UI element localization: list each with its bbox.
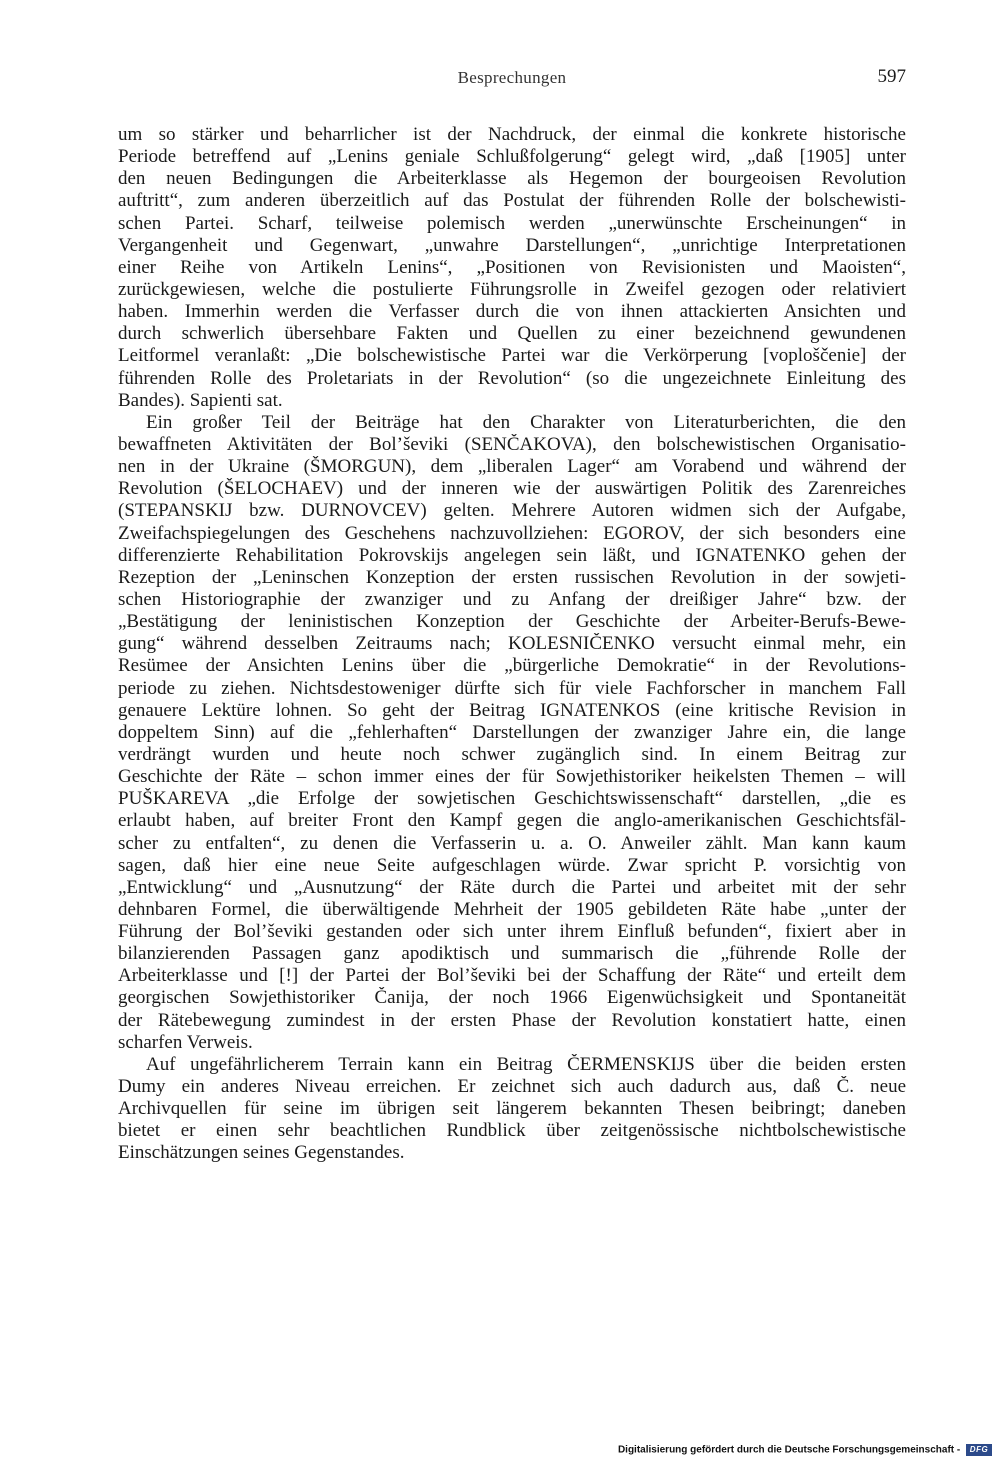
text-line: differenzierte Rehabilitation Pokrovskijs angelegen sein läßt, und IGNATENKO gehen der: [118, 544, 906, 566]
text-line: bilanzierenden Passagen ganz apodiktisch und summarisch die „führende Rolle der: [118, 943, 906, 965]
text-line: Periode betreffend auf „Lenins geniale Schlußfolgerung“ gelegt wird, „daß [1905] unter: [118, 146, 906, 168]
text-line: PUŠKAREVA „die Erfolge der sowjetischen Geschichtswissenschaft“ darstellen, „die es: [118, 788, 906, 810]
text-line: Dumy ein anderes Niveau erreichen. Er zeichnet sich auch dadurch aus, daß Č. neue: [118, 1076, 906, 1098]
paragraph: [118, 412, 906, 1054]
text-line: schen Partei. Scharf, teilweise polemisch werden „unerwünschte Erscheinungen“ in: [118, 212, 906, 234]
text-line: nen in der Ukraine (ŠMORGUN), dem „liberalen Lager“ am Vorabend und während der: [118, 456, 906, 478]
text-line: (STEPANSKIJ bzw. DURNOVCEV) gelten. Mehrere Autoren widmen sich der Aufgabe,: [118, 500, 906, 522]
text-line: Führung der Bol’ševiki gestanden oder sich unter ihrem Einfluß befunden“, fixiert aber in: [118, 921, 906, 943]
footer-text: Digitalisierung gefördert durch die Deutsche Forschungsgemeinschaft -: [617, 1444, 961, 1456]
text-line: Archivquellen für seine im übrigen seit längerem bekannten Thesen beibringt; daneben: [118, 1098, 906, 1120]
text-line: Arbeiterklasse und [!] der Partei der Bol’ševiki bei der Schaffung der Räte“ und erteilt dem: [118, 965, 906, 987]
text-line: zurückgewiesen, welche die postulierte Führungsrolle in Zweifel gezogen oder relativiert: [118, 278, 906, 300]
text-line: periode zu ziehen. Nichtsdestoweniger dürfte sich für viele Fachforscher in manchem Fall: [118, 677, 906, 699]
text-line: Geschichte der Räte – schon immer eines der für Sowjethistoriker heikelsten Themen – will: [118, 766, 906, 788]
text-line: Rezeption der „Leninschen Konzeption der ersten russischen Revolution in der sowjeti-: [118, 566, 906, 588]
dfg-logo-icon: DFG: [966, 1444, 992, 1456]
text-line: durch schwerlich übersehbare Fakten und Quellen zu einer bezeichnend gewundenen: [118, 323, 906, 345]
text-line: bewaffneten Aktivitäten der Bol’ševiki (SENČAKOVA), den bolschewistischen Organisatio-: [118, 433, 906, 455]
text-line: auftritt“, zum anderen überzeitlich auf das Postulat der führenden Rolle der bolschewisti-: [118, 190, 906, 212]
text-line: dehnbaren Formel, die überwältigende Mehrheit der 1905 gebildeten Räte habe „unter der: [118, 898, 906, 920]
paragraph: [118, 1054, 906, 1165]
text-line: doppeltem Sinn) auf die „fehlerhaften“ Darstellungen der zwanziger Jahre ein, die lange: [118, 721, 906, 743]
text-line: sagen, daß hier eine neue Seite aufgeschlagen würde. Zwar spricht P. vorsichtig von: [118, 854, 906, 876]
text-line: bietet er einen sehr beachtlichen Rundblick über zeitgenössische nichtbolschewistische: [118, 1120, 906, 1142]
text-line: Vergangenheit und Gegenwart, „unwahre Darstellungen“, „unrichtige Interpretationen: [118, 234, 906, 256]
text-line: haben. Immerhin werden die Verfasser durch die von ihnen attackierten Ansichten und: [118, 301, 906, 323]
text-line: schen Historiographie der zwanziger und zu Anfang der dreißiger Jahre“ bzw. der: [118, 588, 906, 610]
digitization-footer: [600, 1444, 992, 1458]
text-line: Leitformel veranlaßt: „Die bolschewistische Partei war die Verkörperung [voploščenie] der: [118, 345, 906, 367]
text-line: erlaubt haben, auf breiter Front den Kampf gegen die anglo-amerikanischen Geschichtsfäl-: [118, 810, 906, 832]
text-line: führenden Rolle des Proletariats in der Revolution“ (so die ungezeichnete Einleitung des: [118, 367, 906, 389]
text-line: Ein großer Teil der Beiträge hat den Charakter von Literaturberichten, die den: [146, 411, 906, 433]
running-title: Besprechungen: [457, 68, 567, 87]
text-line: genauere Lektüre lohnen. So geht der Beitrag IGNATENKOS (eine kritische Revision in: [118, 699, 906, 721]
text-line: den neuen Bedingungen die Arbeiterklasse als Hegemon der bourgeoisen Revolution: [118, 168, 906, 190]
text-line: der Rätebewegung zumindest in der ersten Phase der Revolution konstatiert hatte, einen: [118, 1009, 906, 1031]
text-line: „Entwicklung“ und „Ausnutzung“ der Räte durch die Partei und arbeitet mit der sehr: [118, 876, 906, 898]
text-line: einer Reihe von Artikeln Lenins“, „Positionen von Revisionisten und Maoisten“,: [118, 256, 906, 278]
text-line: Resümee der Ansichten Lenins über die „bürgerliche Demokratie“ in der Revolutions-: [118, 655, 906, 677]
body-text: [118, 124, 906, 1165]
text-line: gung“ während desselben Zeitraums nach; KOLESNIČENKO versucht einmal mehr, ein: [118, 633, 906, 655]
text-line: scher zu entfalten“, zu denen die Verfasserin u. a. O. Anweiler zählt. Man kann kaum: [118, 832, 906, 854]
text-line: „Bestätigung der leninistischen Konzeption der Geschichte der Arbeiter-Berufs-Bewe-: [118, 611, 906, 633]
page-number: 597: [877, 66, 906, 87]
text-line: Einschätzungen seines Gegenstandes.: [118, 1142, 405, 1164]
text-line: Zweifachspiegelungen des Geschehens nachzuvollziehen: EGOROV, der sich besonders eine: [118, 522, 906, 544]
page-header: [118, 68, 906, 98]
text-line: scharfen Verweis.: [118, 1031, 253, 1053]
paragraph: [118, 124, 906, 412]
text-line: Auf ungefährlicherem Terrain kann ein Beitrag ČERMENSKIJS über die beiden ersten: [146, 1053, 906, 1075]
text-line: Revolution (ŠELOCHAEV) und der inneren wie der auswärtigen Politik des Zarenreiches: [118, 478, 906, 500]
text-line: georgischen Sowjethistoriker Čanija, der noch 1966 Eigenwüchsigkeit und Spontaneität: [118, 987, 906, 1009]
text-line: Bandes). Sapienti sat.: [118, 389, 283, 411]
text-line: um so stärker und beharrlicher ist der Nachdruck, der einmal die konkrete historische: [118, 124, 906, 145]
text-line: verdrängt wurden und heute noch schwer zugänglich sind. In einem Beitrag zur: [118, 743, 906, 765]
